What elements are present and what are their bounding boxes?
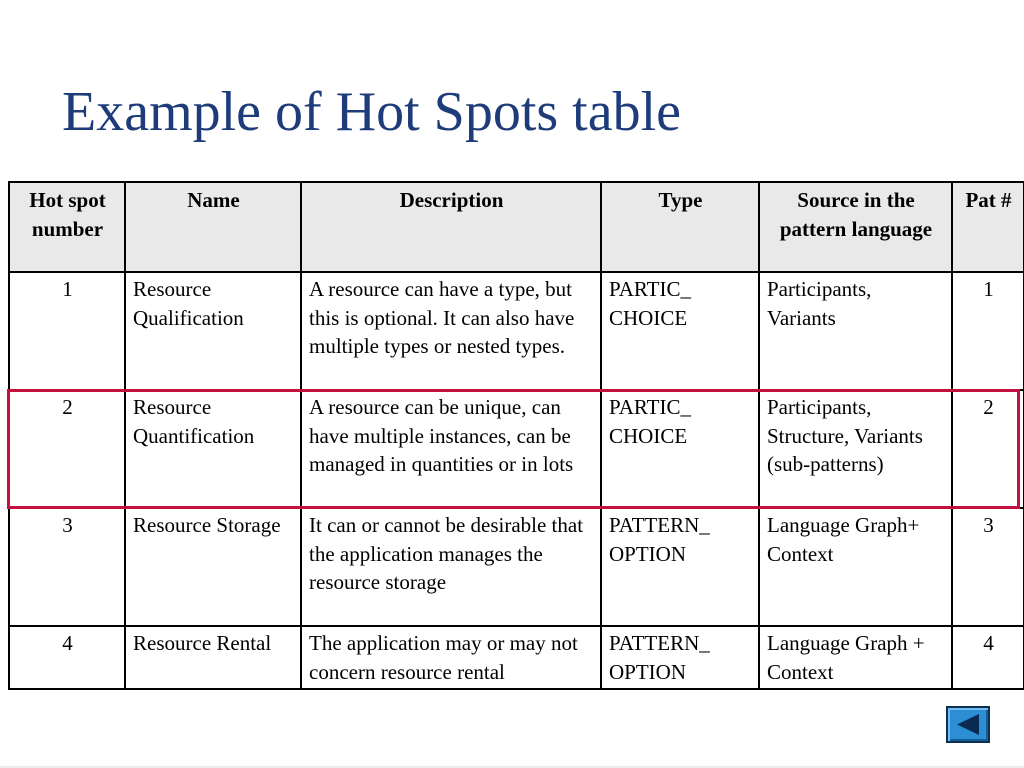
cell-number: 3	[9, 508, 125, 626]
table-row	[9, 508, 1024, 626]
cell-pat: 3	[952, 508, 1024, 626]
cell-source: Language Graph+ Context	[759, 508, 952, 626]
cell-name: Resource Quantification	[125, 390, 301, 508]
cell-pat: 2	[952, 390, 1024, 508]
cell-number: 2	[9, 390, 125, 508]
back-button[interactable]	[946, 706, 990, 743]
table-header-row	[9, 182, 1024, 272]
cell-number: 4	[9, 626, 125, 689]
cell-type: PATTERN_ OPTION	[601, 626, 759, 689]
cell-type: PATTERN_ OPTION	[601, 508, 759, 626]
slide-title: Example of Hot Spots table	[62, 81, 682, 143]
cell-description: It can or cannot be desirable that the application manages the resource storage	[301, 508, 601, 626]
cell-type: PARTIC_ CHOICE	[601, 390, 759, 508]
cell-description: A resource can be unique, can have multiple instances, can be managed in quantities or in lots	[301, 390, 601, 508]
cell-description: A resource can have a type, but this is optional. It can also have multiple types or nested types.	[301, 272, 601, 390]
cell-source: Language Graph + Context	[759, 626, 952, 689]
table-row	[9, 390, 1024, 508]
header-source: Source in the pattern language	[759, 182, 952, 272]
cell-number: 1	[9, 272, 125, 390]
cell-name: Resource Storage	[125, 508, 301, 626]
triangle-left-icon	[955, 713, 981, 736]
hot-spots-table	[8, 181, 1024, 690]
header-pat: Pat #	[952, 182, 1024, 272]
table-row	[9, 626, 1024, 689]
cell-pat: 4	[952, 626, 1024, 689]
cell-name: Resource Qualification	[125, 272, 301, 390]
cell-source: Participants, Variants	[759, 272, 952, 390]
cell-name: Resource Rental	[125, 626, 301, 689]
header-name: Name	[125, 182, 301, 272]
cell-type: PARTIC_ CHOICE	[601, 272, 759, 390]
header-hot-spot-number: Hot spot number	[9, 182, 125, 272]
cell-source: Participants, Structure, Variants (sub-patterns)	[759, 390, 952, 508]
header-description: Description	[301, 182, 601, 272]
cell-pat: 1	[952, 272, 1024, 390]
cell-description: The application may or may not concern resource rental	[301, 626, 601, 689]
header-type: Type	[601, 182, 759, 272]
table-row	[9, 272, 1024, 390]
